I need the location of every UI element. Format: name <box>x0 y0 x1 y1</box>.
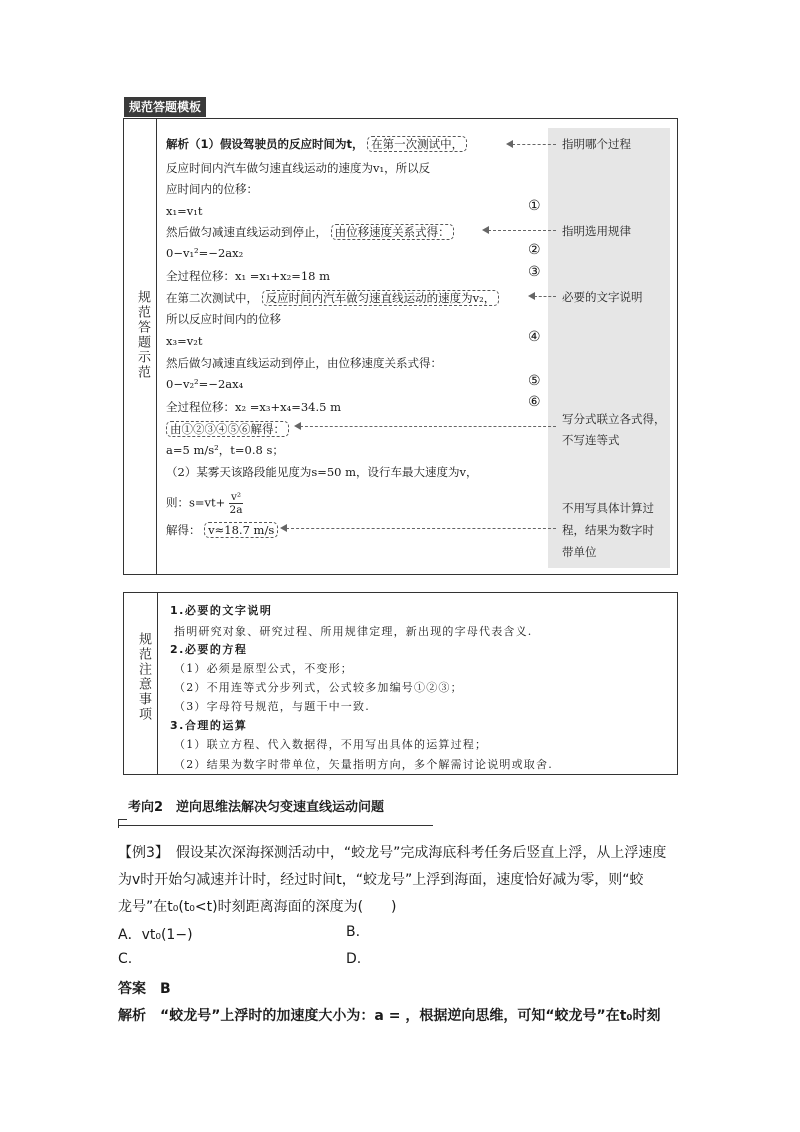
solution-line <box>166 290 499 306</box>
highlight-box: 反应时间内汽车做匀速直线运动的速度为v₂， <box>262 290 500 306</box>
solution-line: 反应时间内汽车做匀速直线运动的速度为v₁，所以反 <box>166 161 431 175</box>
solution-line: 然后做匀减速直线运动到停止，由位移速度关系式得： <box>166 356 442 370</box>
notes-line: （2）结果为数字时带单位，矢量指明方向，多个解需讨论说明或取舍. <box>174 758 553 771</box>
note-text: 写分式联立各式得， <box>562 412 666 426</box>
arrow-line <box>534 296 556 297</box>
arrow-line <box>488 230 556 231</box>
formula-line: 0−v₂²=−2ax₄ <box>166 377 244 391</box>
notes-line: （2）不用连等式分步列式，公式较多加编号①②③； <box>174 681 463 694</box>
formula-line: x₃=v₂t <box>166 334 203 348</box>
equation-marker: ② <box>528 242 541 258</box>
arrow-line <box>300 426 556 427</box>
notes-line: （1）联立方程、代入数据得，不用写出具体的运算过程； <box>174 738 488 751</box>
note-text: 必要的文字说明 <box>562 290 643 304</box>
solution-line-text: 解析（1）假设驾驶员的反应时间为t， <box>166 137 364 151</box>
arrowhead-icon <box>528 292 535 300</box>
arrowhead-icon <box>506 140 513 148</box>
formula-line <box>166 491 243 516</box>
solution-line: 应时间内的位移： <box>166 182 258 196</box>
highlight-box: v≈18.7 m/s <box>204 522 278 538</box>
model-answer-side-label: 规范答题示范 <box>135 290 150 380</box>
solution-line <box>166 421 289 437</box>
equation-marker: ③ <box>528 264 541 280</box>
note-text: 程，结果为数字时 <box>562 523 654 537</box>
option-b: B. <box>346 924 361 940</box>
highlight-box: 由位移速度关系式得： <box>331 224 454 240</box>
solution-line: （2）某雾天该路段能见度为s=50 m，设行车最大速度为v， <box>166 465 478 479</box>
equation-marker: ④ <box>528 329 541 345</box>
arrow-line <box>286 528 556 529</box>
note-text: 指明哪个过程 <box>562 137 631 151</box>
notes-heading: 3.合理的运算 <box>170 719 248 732</box>
solution-line-text: 在第二次测试中， <box>166 291 258 305</box>
fraction <box>229 491 243 516</box>
solution-line <box>166 224 454 240</box>
formula-line: a=5 m/s²，t=0.8 s； <box>166 443 284 457</box>
option-d: D. <box>346 951 362 967</box>
arrowhead-icon <box>294 422 301 430</box>
notes-line: （3）字母符号规范，与题干中一致. <box>174 700 370 713</box>
note-text: 不用写具体计算过 <box>562 501 654 515</box>
notes-heading: 2.必要的方程 <box>170 643 248 656</box>
formula-line: x₁=v₁t <box>166 204 203 218</box>
arrowhead-icon <box>482 226 489 234</box>
formula-line: 全过程位移：x₁ =x₁+x₂=18 m <box>166 269 331 283</box>
formula-line: 全过程位移：x₂ =x₃+x₄=34.5 m <box>166 400 342 414</box>
fraction-denominator: 2a <box>229 504 243 516</box>
section-underline <box>118 825 433 826</box>
note-text: 指明选用规律 <box>562 224 631 238</box>
solution-line-text: 解得： <box>166 523 201 537</box>
solution-line <box>166 136 467 152</box>
fraction-numerator: v² <box>230 491 242 503</box>
section-title: 考向2 逆向思维法解决匀变速直线运动问题 <box>128 800 385 815</box>
example-line: 【例3】 假设某次深海探测活动中，“蛟龙号”完成海底科考任务后竖直上浮，从上浮速度 <box>118 845 667 861</box>
notes-box-side-label: 规范注意事项 <box>136 632 151 722</box>
example-line: 为v时开始匀减速并计时，经过时间t，“蛟龙号”上浮到海面，速度恰好减为零，则“蛟 <box>118 872 644 888</box>
option-a: A．vt₀(1−) <box>118 927 193 943</box>
solution-line <box>166 522 278 538</box>
notes-line: 指明研究对象、研究过程、所用规律定理，新出现的字母代表含义. <box>174 625 533 638</box>
notes-line: （1）必须是原型公式，不变形； <box>174 662 353 675</box>
arrow-line <box>512 144 556 145</box>
solution-line-text: 然后做匀减速直线运动到停止， <box>166 225 327 239</box>
analysis-line: 解析 “蛟龙号”上浮时的加速度大小为：a = ，根据逆向思维，可知“蛟龙号”在t₀时刻 <box>118 1008 661 1024</box>
solution-line: 所以反应时间内的位移 <box>166 312 281 326</box>
formula-text: 则：s=vt+ <box>166 495 226 510</box>
answer: 答案 B <box>118 981 171 997</box>
formula-line: 0−v₁²=−2ax₂ <box>166 246 244 260</box>
highlight-box: 由①②③④⑤⑥解得： <box>166 421 289 437</box>
equation-marker: ⑥ <box>528 394 541 410</box>
option-c: C. <box>118 951 133 967</box>
arrowhead-icon <box>280 524 287 532</box>
template-label: 规范答题模板 <box>124 97 206 117</box>
equation-marker: ① <box>528 198 541 214</box>
note-text: 带单位 <box>562 545 597 559</box>
note-text: 不写连等式 <box>562 433 620 447</box>
equation-marker: ⑤ <box>528 373 541 389</box>
corner-bracket <box>118 819 127 828</box>
notes-heading: 1.必要的文字说明 <box>170 604 273 617</box>
example-line: 龙号”在t₀(t₀<t)时刻距离海面的深度为( ) <box>118 899 397 915</box>
highlight-box: 在第一次测试中， <box>367 136 467 152</box>
